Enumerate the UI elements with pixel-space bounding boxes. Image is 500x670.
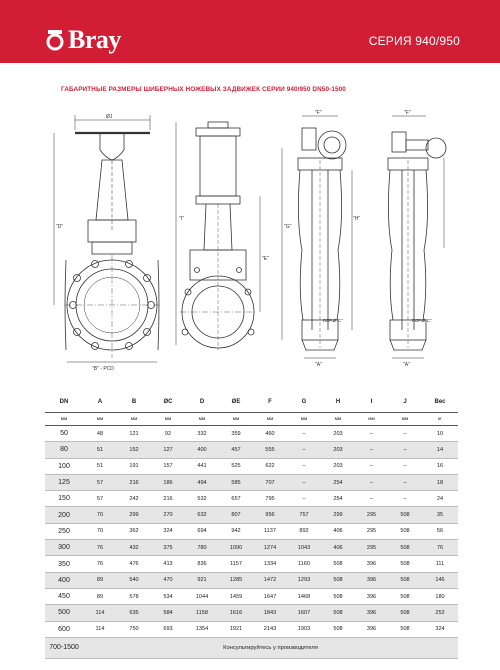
- table-cell: 508: [388, 540, 422, 556]
- dim-label-a-left: "A": [315, 362, 322, 368]
- dim-label-c-right: REF.Ø"C": [412, 318, 432, 323]
- dimensions-table: [45, 392, 458, 659]
- column-unit: мм: [117, 413, 151, 426]
- bray-logo-icon: [46, 28, 64, 52]
- column-unit: мм: [253, 413, 287, 426]
- table-cell: 460: [253, 426, 287, 442]
- table-cell: 635: [117, 605, 151, 621]
- table-cell: 1921: [219, 621, 253, 637]
- table-cell: 48: [83, 426, 117, 442]
- document-title: ГАБАРИТНЫЕ РАЗМЕРЫ ШИБЕРНЫХ НОЖЕВЫХ ЗАДВИЖЕК СЕРИИ 940/950 DN50-1500: [61, 86, 346, 93]
- table-cell: 508: [321, 605, 355, 621]
- table-cell: –: [388, 474, 422, 490]
- dn-cell: 125: [45, 474, 83, 490]
- table-cell: 121: [117, 426, 151, 442]
- table-cell: 299: [117, 507, 151, 523]
- table-cell: 1616: [219, 605, 253, 621]
- column-header: D: [185, 392, 219, 413]
- table-cell: 508: [321, 572, 355, 588]
- bray-logo: [46, 25, 121, 54]
- table-cell: 359: [219, 426, 253, 442]
- table-cell: 324: [151, 523, 185, 539]
- table-cell: 494: [185, 474, 219, 490]
- table-row: [45, 523, 458, 539]
- table-cell: 186: [151, 474, 185, 490]
- table-cell: 70: [83, 523, 117, 539]
- table-cell: 956: [253, 507, 287, 523]
- column-unit: мм: [219, 413, 253, 426]
- table-cell: 89: [83, 588, 117, 604]
- column-header: I: [355, 392, 388, 413]
- table-cell: 1334: [253, 556, 287, 572]
- dim-label-b: "B" - PCD: [92, 366, 114, 372]
- table-cell: 1044: [185, 588, 219, 604]
- table-cell: 1903: [287, 621, 321, 637]
- table-cell: 508: [388, 556, 422, 572]
- table-cell: 693: [151, 621, 185, 637]
- table-cell: 146: [422, 572, 458, 588]
- table-cell: 1459: [219, 588, 253, 604]
- column-unit: кг: [422, 413, 458, 426]
- column-header: B: [117, 392, 151, 413]
- dn-cell: 250: [45, 523, 83, 539]
- dn-cell: 350: [45, 556, 83, 572]
- table-cell: 585: [219, 474, 253, 490]
- table-cell: 470: [151, 572, 185, 588]
- table-header-row: [45, 392, 458, 413]
- dim-label-c-left: REF.Ø"C": [323, 318, 343, 323]
- table-cell: –: [287, 474, 321, 490]
- table-cell: 216: [151, 491, 185, 507]
- table-cell: 203: [321, 426, 355, 442]
- table-cell: 508: [321, 621, 355, 637]
- table-cell: 892: [287, 523, 321, 539]
- dn-cell: 150: [45, 491, 83, 507]
- table-cell: 757: [287, 507, 321, 523]
- dim-label-d: "D": [56, 224, 64, 230]
- table-cell: 1647: [253, 588, 287, 604]
- table-cell: 51: [83, 442, 117, 458]
- table-cell: 203: [321, 458, 355, 474]
- table-cell: 1160: [287, 556, 321, 572]
- technical-drawings: [40, 100, 460, 380]
- table-cell: 1293: [287, 572, 321, 588]
- table-cell: 254: [321, 474, 355, 490]
- table-cell: 1137: [253, 523, 287, 539]
- table-cell: –: [355, 458, 388, 474]
- table-row: [45, 491, 458, 507]
- table-cell: 508: [388, 605, 422, 621]
- column-unit: мм: [83, 413, 117, 426]
- dim-label-f-top-2: "F": [404, 110, 411, 116]
- table-cell: 836: [185, 556, 219, 572]
- column-header: H: [321, 392, 355, 413]
- table-row: [45, 572, 458, 588]
- table-cell: 1157: [219, 556, 253, 572]
- table-cell: 375: [151, 540, 185, 556]
- dim-label-g: "G": [284, 224, 292, 230]
- table-cell: –: [388, 426, 422, 442]
- table-cell: 295: [355, 540, 388, 556]
- table-cell: 508: [388, 588, 422, 604]
- table-cell: 324: [422, 621, 458, 637]
- table-cell: 457: [219, 442, 253, 458]
- table-cell: –: [287, 458, 321, 474]
- table-cell: 540: [117, 572, 151, 588]
- table-cell: 396: [355, 605, 388, 621]
- table-cell: 400: [185, 442, 219, 458]
- dn-cell: 400: [45, 572, 83, 588]
- dim-label-a-right: "A": [403, 362, 410, 368]
- table-body: [45, 426, 458, 659]
- table-cell: –: [355, 442, 388, 458]
- table-cell: 622: [253, 458, 287, 474]
- table-cell: 127: [151, 442, 185, 458]
- dn-cell: 80: [45, 442, 83, 458]
- dim-label-f-top: "F": [315, 110, 322, 116]
- table-cell: 242: [117, 491, 151, 507]
- table-row: [45, 556, 458, 572]
- table-cell: 299: [321, 507, 355, 523]
- table-cell: –: [287, 491, 321, 507]
- table-cell: 694: [185, 523, 219, 539]
- table-cell: 1843: [253, 605, 287, 621]
- table-cell: 89: [83, 572, 117, 588]
- table-cell: 795: [253, 491, 287, 507]
- table-cell: 1274: [253, 540, 287, 556]
- table-cell: 203: [321, 442, 355, 458]
- table-cell: 942: [219, 523, 253, 539]
- column-header: G: [287, 392, 321, 413]
- table-cell: 750: [117, 621, 151, 637]
- table-cell: 508: [388, 507, 422, 523]
- table-cell: 508: [321, 588, 355, 604]
- table-cell: 2143: [253, 621, 287, 637]
- table-cell: 707: [253, 474, 287, 490]
- table-cell: 16: [422, 458, 458, 474]
- table-cell: 396: [355, 621, 388, 637]
- table-cell: –: [355, 474, 388, 490]
- series-label: СЕРИЯ 940/950: [368, 34, 460, 48]
- table-cell: 632: [185, 507, 219, 523]
- table-cell: –: [388, 491, 422, 507]
- dim-label-i: "I": [179, 216, 184, 222]
- handwheel-valve-front-view: [54, 114, 159, 372]
- table-cell: 111: [422, 556, 458, 572]
- dn-cell: 300: [45, 540, 83, 556]
- dim-label-h: "H": [353, 216, 361, 222]
- table-cell: 508: [388, 621, 422, 637]
- table-cell: 525: [219, 458, 253, 474]
- column-header: Вес: [422, 392, 458, 413]
- table-cell: –: [388, 458, 422, 474]
- table-row: [45, 605, 458, 621]
- column-header: J: [388, 392, 422, 413]
- table-cell: 332: [185, 426, 219, 442]
- table-cell: 35: [422, 507, 458, 523]
- table-row-consult: [45, 637, 458, 658]
- table-cell: 780: [185, 540, 219, 556]
- table-cell: 1285: [219, 572, 253, 588]
- table-cell: –: [355, 491, 388, 507]
- table-cell: 152: [117, 442, 151, 458]
- table-cell: 51: [83, 458, 117, 474]
- table-row: [45, 588, 458, 604]
- table-cell: 555: [253, 442, 287, 458]
- table-cell: 362: [117, 523, 151, 539]
- table-row: [45, 442, 458, 458]
- column-unit: мм: [151, 413, 185, 426]
- table-cell: 396: [355, 588, 388, 604]
- table-cell: –: [287, 426, 321, 442]
- dim-label-j: ØJ: [106, 114, 113, 120]
- table-cell: 1354: [185, 621, 219, 637]
- column-unit: мм: [321, 413, 355, 426]
- table-cell: –: [287, 442, 321, 458]
- table-row: [45, 540, 458, 556]
- table-cell: 406: [321, 540, 355, 556]
- table-cell: –: [355, 426, 388, 442]
- table-cell: 532: [185, 491, 219, 507]
- table-cell: 76: [83, 556, 117, 572]
- column-unit: мм: [45, 413, 83, 426]
- dn-cell: 600: [45, 621, 83, 637]
- header-bar: [0, 0, 500, 63]
- dn-cell: 200: [45, 507, 83, 523]
- column-unit: мм: [185, 413, 219, 426]
- table-cell: 508: [321, 556, 355, 572]
- table-cell: 413: [151, 556, 185, 572]
- table-cell: 807: [219, 507, 253, 523]
- table-row: [45, 426, 458, 442]
- table-cell: 70: [83, 507, 117, 523]
- table-row: [45, 474, 458, 490]
- gearbox-valve-side-view-2: [388, 110, 446, 368]
- table-cell: 76: [422, 540, 458, 556]
- table-cell: 921: [185, 572, 219, 588]
- table-cell: 76: [83, 540, 117, 556]
- column-header: A: [83, 392, 117, 413]
- table-cell: 10: [422, 426, 458, 442]
- column-unit: мм: [355, 413, 388, 426]
- column-header: F: [253, 392, 287, 413]
- table-cell: 114: [83, 605, 117, 621]
- table-row: [45, 458, 458, 474]
- column-unit: мм: [388, 413, 422, 426]
- table-cell: 157: [151, 458, 185, 474]
- table-cell: 1607: [287, 605, 321, 621]
- table-cell: 270: [151, 507, 185, 523]
- table-cell: 476: [117, 556, 151, 572]
- table-cell: 441: [185, 458, 219, 474]
- brand-name: Bray: [68, 25, 121, 54]
- table-cell: –: [388, 442, 422, 458]
- table-cell: 657: [219, 491, 253, 507]
- dim-label-e: "E": [262, 256, 269, 262]
- table-cell: 534: [151, 588, 185, 604]
- gearbox-valve-side-view: [282, 110, 360, 368]
- table-row: [45, 507, 458, 523]
- table-unit-row: [45, 413, 458, 426]
- table-cell: 1468: [287, 588, 321, 604]
- table-cell: 14: [422, 442, 458, 458]
- dn-cell: 450: [45, 588, 83, 604]
- table-cell: 295: [355, 523, 388, 539]
- column-header: ØE: [219, 392, 253, 413]
- table-cell: 1472: [253, 572, 287, 588]
- table-cell: 406: [321, 523, 355, 539]
- dn-cell: 100: [45, 458, 83, 474]
- table-cell: 432: [117, 540, 151, 556]
- table-cell: 584: [151, 605, 185, 621]
- table-cell: 508: [388, 523, 422, 539]
- table-cell: 114: [83, 621, 117, 637]
- table-cell: 57: [83, 491, 117, 507]
- table-cell: 18: [422, 474, 458, 490]
- table-cell: 578: [117, 588, 151, 604]
- table-cell: 216: [117, 474, 151, 490]
- table-cell: 1043: [287, 540, 321, 556]
- table-row: [45, 621, 458, 637]
- pneumatic-valve-front-view: [176, 122, 269, 350]
- table-cell: 295: [355, 507, 388, 523]
- table-cell: 56: [422, 523, 458, 539]
- table-cell: 191: [117, 458, 151, 474]
- column-header: DN: [45, 392, 83, 413]
- table-cell: 92: [151, 426, 185, 442]
- dn-cell: 500: [45, 605, 83, 621]
- dn-cell: 50: [45, 426, 83, 442]
- table-cell: 396: [355, 556, 388, 572]
- consult-note: Консультируйтесь у производителя: [83, 637, 458, 658]
- dn-cell: 700-1500: [45, 637, 83, 658]
- table-cell: 180: [422, 588, 458, 604]
- table-cell: 1090: [219, 540, 253, 556]
- table-cell: 396: [355, 572, 388, 588]
- table-cell: 254: [321, 491, 355, 507]
- table-cell: 508: [388, 572, 422, 588]
- table-cell: 252: [422, 605, 458, 621]
- table-cell: 57: [83, 474, 117, 490]
- column-unit: мм: [287, 413, 321, 426]
- table-cell: 1158: [185, 605, 219, 621]
- column-header: ØC: [151, 392, 185, 413]
- table-cell: 24: [422, 491, 458, 507]
